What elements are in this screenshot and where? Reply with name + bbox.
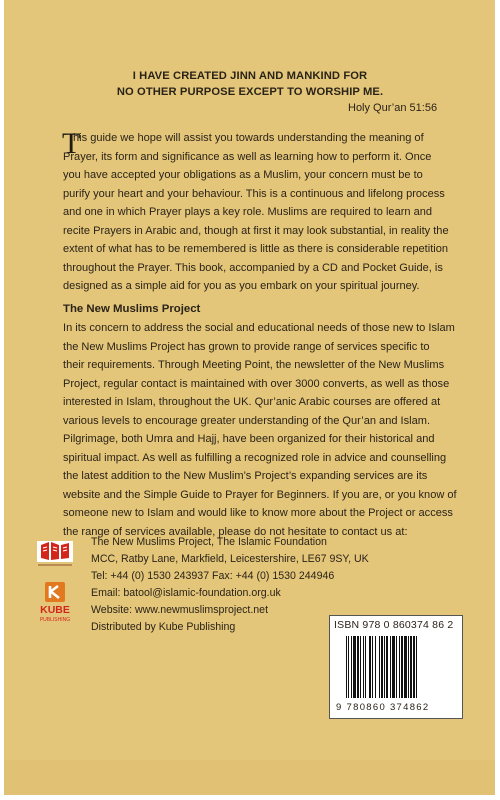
- contact-website: Website: www.newmuslimsproject.net: [91, 604, 269, 616]
- contact-email: Email: batool@islamic-foundation.org.uk: [91, 587, 281, 599]
- intro-line: designed as a simple aid for you as you embark on your spiritual journey.: [63, 280, 420, 292]
- intro-line: Prayer, its form and significance as well as learning how to perform it. Once: [63, 150, 432, 163]
- barcode-bar: [346, 636, 347, 698]
- barcode-bar: [365, 636, 366, 698]
- barcode-bar: [348, 636, 349, 698]
- contact-phone-fax: Tel: +44 (0) 1530 243937 Fax: +44 (0) 1530 244946: [91, 570, 335, 582]
- intro-line: recite Prayers in Arabic and, though at first it may look substantial, in reality the: [63, 224, 449, 237]
- project-line: Project, regular contact is maintained with over 3000 converts, as well as those: [63, 377, 450, 390]
- intro-line: his guide we hope will assist you towards understanding the meaning of: [73, 132, 424, 144]
- barcode-bar: [369, 636, 371, 698]
- barcode-bar: [392, 636, 395, 698]
- barcode-bar: [384, 636, 385, 698]
- project-line: their requirements. Through Meeting Point, the newsletter of the New Muslims: [63, 359, 445, 371]
- barcode-bar: [399, 636, 400, 698]
- intro-paragraph: [63, 129, 449, 296]
- barcode-bar: [363, 636, 364, 698]
- kube-wordmark: KUBE: [40, 604, 70, 616]
- quote-line-1: I HAVE CREATED JINN AND MANKIND FOR: [132, 70, 368, 82]
- project-line: the range of services available, please do not hesitate to contact us at:: [63, 525, 408, 538]
- contact-organisation: The New Muslims Project, The Islamic Foundation: [91, 536, 327, 548]
- barcode-bars: [346, 636, 448, 702]
- barcode-panel: [329, 615, 463, 719]
- cover-bottom-edge: [4, 760, 495, 795]
- barcode-bar: [390, 636, 391, 698]
- intro-line: throughout the Prayer. This book, accompanied by a CD and Pocket Guide, is: [63, 261, 443, 274]
- project-line: someone new to Islam and would like to know more about the Project or access: [63, 507, 453, 519]
- project-line: Pilgrimage, both Umra and Hajj, have been organized for their historical and: [63, 433, 435, 445]
- intro-line: and one in which Prayer plays a key role. Muslims are required to learn and: [63, 206, 433, 218]
- project-line: In its concern to address the social and educational needs of those new to Islam: [63, 322, 455, 334]
- intro-line: purify your heart and your behaviour. This is a continuous and lifelong process: [63, 187, 445, 200]
- quote-line-2: NO OTHER PURPOSE EXCEPT TO WORSHIP ME.: [116, 86, 384, 98]
- distributor-note: Distributed by Kube Publishing: [91, 621, 236, 633]
- drop-cap: T: [62, 127, 81, 160]
- barcode-bar: [357, 636, 359, 698]
- barcode-bar: [353, 636, 356, 698]
- project-line: various levels to encourage greater understanding of the Qur’an and Islam.: [63, 414, 431, 427]
- quote-citation: Holy Qur’an 51:56: [348, 102, 438, 114]
- barcode-bar: [408, 636, 409, 698]
- new-muslims-project-logo: [34, 536, 76, 570]
- contact-address: MCC, Ratby Lane, Markfield, Leicestershire, LE67 9SY, UK: [91, 553, 369, 565]
- barcode-bar: [413, 636, 415, 698]
- project-line: spiritual impact. As well as fulfilling a recognized role in advice and counselling: [63, 451, 447, 464]
- barcode-bar: [372, 636, 373, 698]
- project-line: website and the Simple Guide to Prayer for Beginners. If you are, or you know of: [63, 488, 457, 501]
- project-line: interested in Islam, throughout the UK. Qur’anic Arabic courses are offered at: [63, 396, 441, 408]
- barcode-bar: [360, 636, 361, 698]
- barcode-bar: [401, 636, 403, 698]
- isbn-text: ISBN 978 0 860374 86 2: [334, 619, 454, 631]
- barcode-bar: [381, 636, 383, 698]
- section-heading: The New Muslims Project: [63, 303, 201, 315]
- barcode-bar: [379, 636, 380, 698]
- project-paragraph: [63, 319, 457, 541]
- barcode-bar: [396, 636, 397, 698]
- barcode-number: 9 780860 374862: [336, 702, 430, 713]
- kube-subtitle: PUBLISHING: [39, 617, 71, 623]
- intro-line: you have accepted your obligations as a Muslim, your concern must be to: [63, 169, 423, 181]
- barcode-bar: [386, 636, 388, 698]
- project-line: the New Muslims Project has grown to provide range of services specific to: [63, 340, 430, 353]
- intro-line: extent of what has to be remembered is little as there is considerable repetition: [63, 243, 449, 255]
- barcode-bar: [416, 636, 417, 698]
- project-line: the latest addition to the New Muslim’s Project’s expanding services are its: [63, 470, 428, 482]
- barcode-bar: [351, 636, 352, 698]
- barcode-bar: [404, 636, 407, 698]
- kube-publishing-logo: [34, 581, 76, 625]
- barcode-bar: [375, 636, 376, 698]
- barcode-bar: [410, 636, 412, 698]
